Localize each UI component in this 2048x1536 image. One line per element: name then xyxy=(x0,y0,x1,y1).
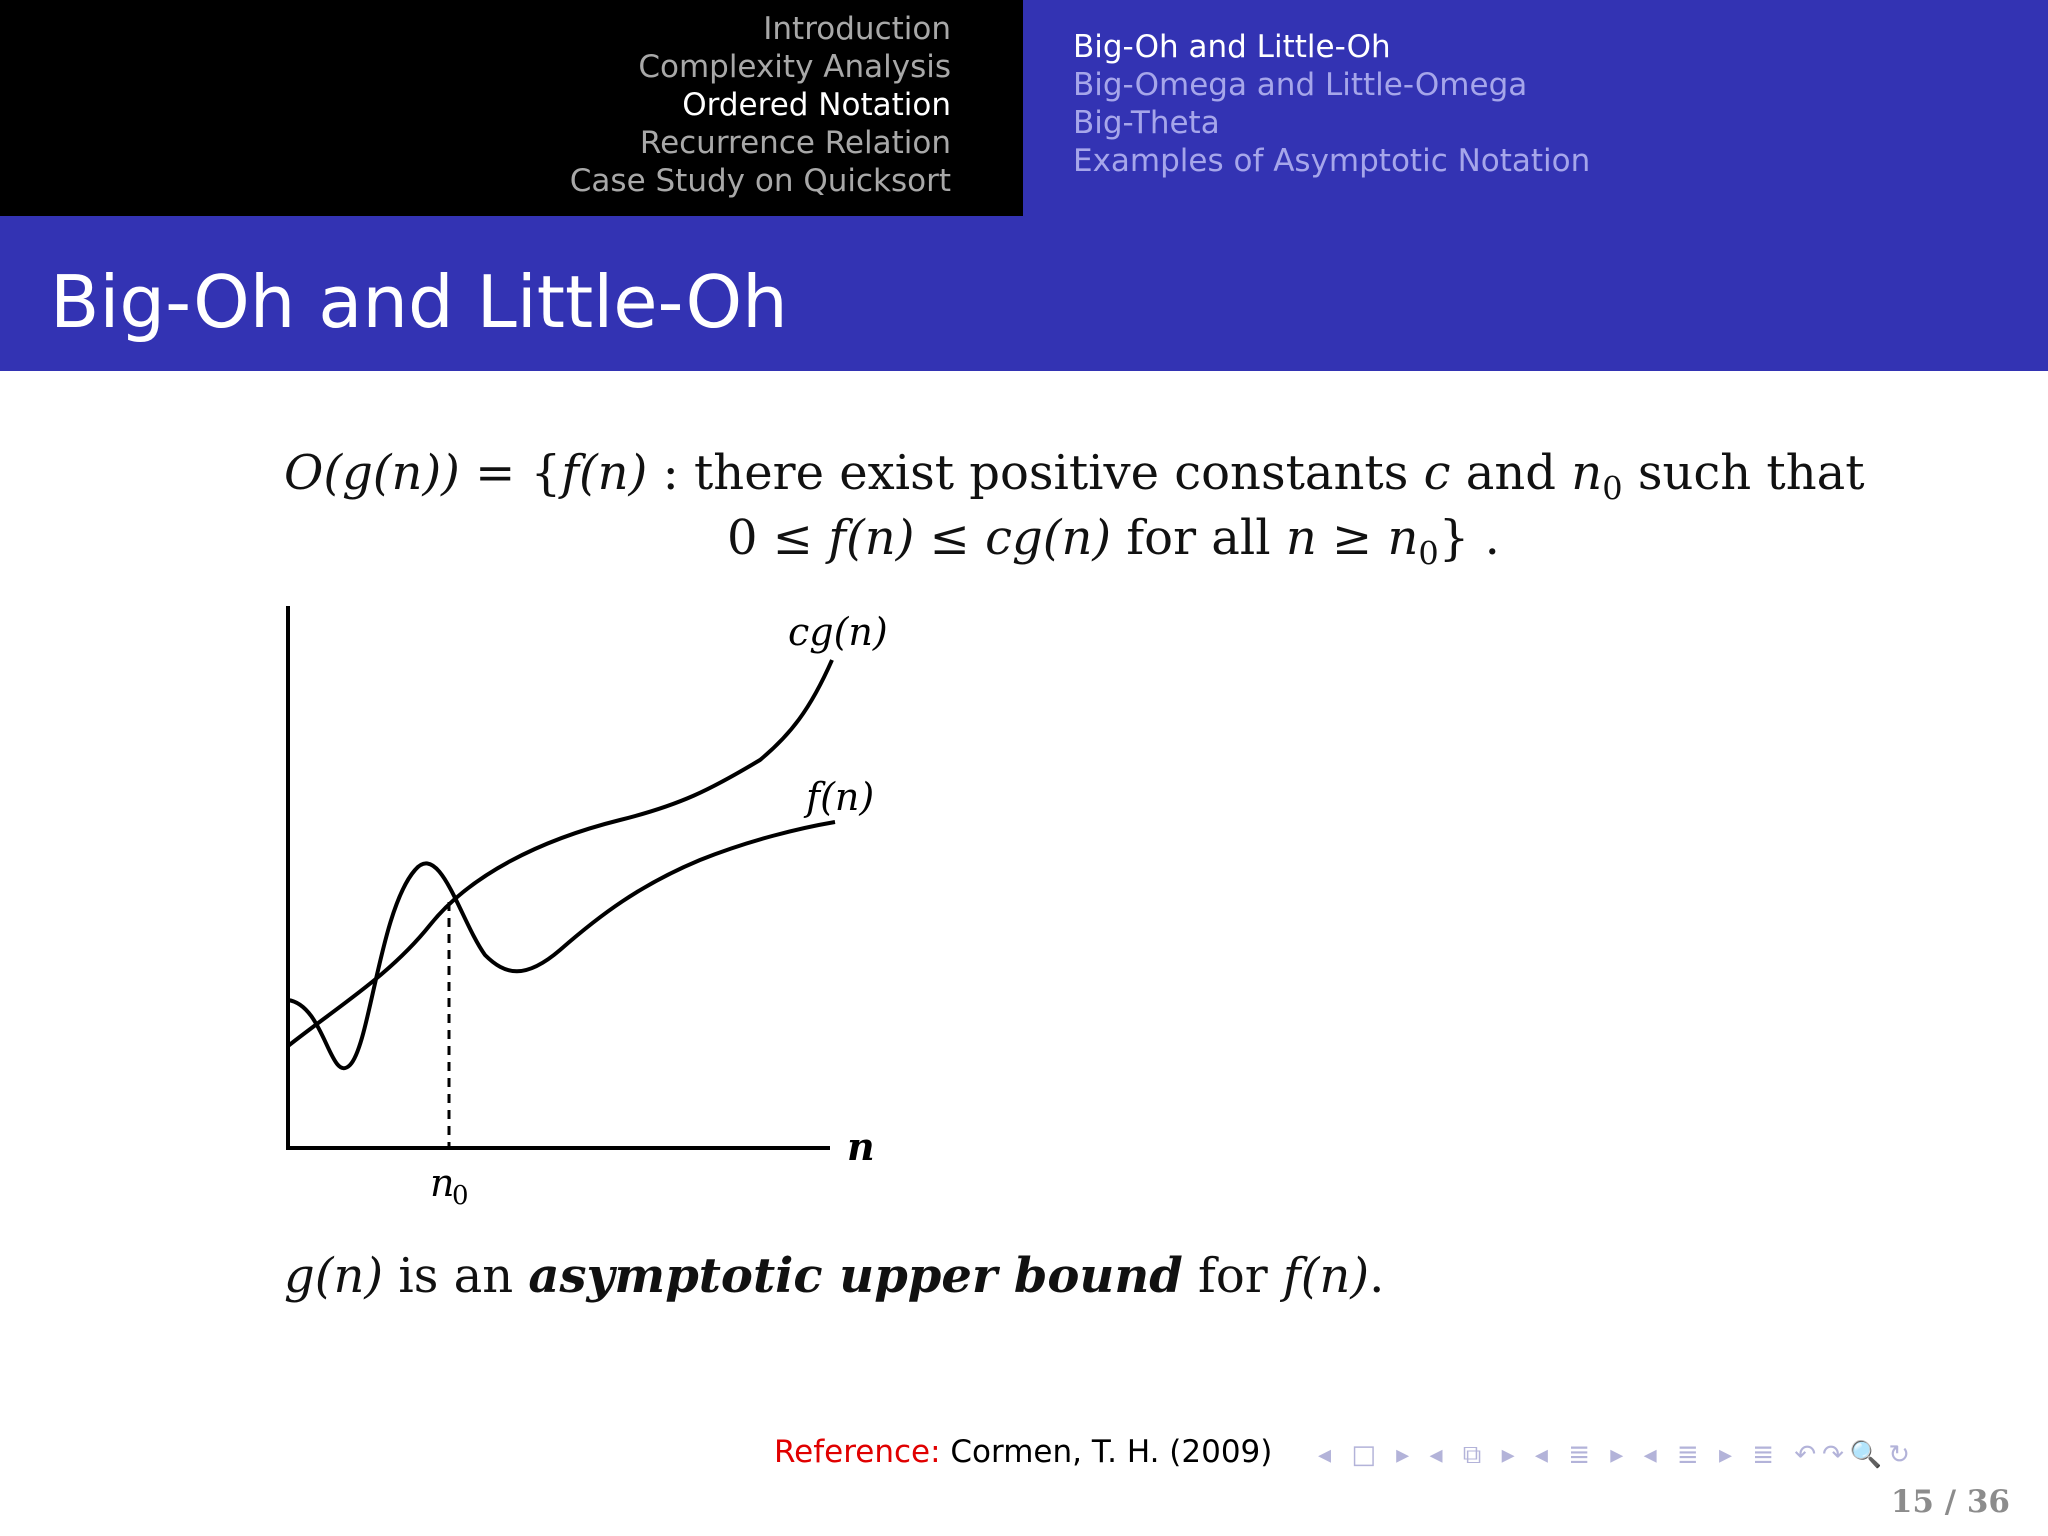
subsection-link-big-theta[interactable]: Big-Theta xyxy=(1073,105,1220,141)
definition-line2-n0-sub: 0 xyxy=(1418,534,1439,573)
curve-cg-label: cg(n) xyxy=(788,610,888,654)
caption-fn: f(n) xyxy=(1282,1248,1370,1304)
definition-lhs: O(g(n)) xyxy=(284,445,460,501)
caption xyxy=(284,1248,1384,1304)
definition-such-that: such that xyxy=(1622,445,1865,501)
definition-fn: f(n) xyxy=(561,445,648,501)
n0-marker-label-base: n xyxy=(430,1161,455,1205)
curve-f-label: f(n) xyxy=(806,775,875,819)
definition-c: c xyxy=(1423,445,1451,501)
section-link-introduction[interactable]: Introduction xyxy=(763,11,951,47)
definition-line2-b: ≤ xyxy=(914,510,986,566)
curve-cg xyxy=(288,660,832,1046)
definition-line2-c: for all xyxy=(1111,510,1286,566)
subsection-link-big-oh[interactable]: Big-Oh and Little-Oh xyxy=(1073,29,1391,65)
subsection-link-examples[interactable]: Examples of Asymptotic Notation xyxy=(1073,143,1591,179)
section-link-complexity-analysis[interactable]: Complexity Analysis xyxy=(638,49,951,85)
caption-gn: g(n) xyxy=(284,1248,384,1304)
definition-and: and xyxy=(1450,445,1572,501)
caption-end: . xyxy=(1369,1248,1385,1304)
x-axis-label: n xyxy=(847,1124,875,1169)
definition-line2-f: f(n) xyxy=(828,510,915,566)
definition-colon-text: : there exist positive constants xyxy=(647,445,1424,501)
definition-line2-cg: cg(n) xyxy=(985,510,1112,566)
definition-n0-base: n xyxy=(1571,445,1603,501)
reference-label: Reference: xyxy=(774,1434,941,1470)
definition-eq: = { xyxy=(459,445,562,501)
n0-marker-label-sub: 0 xyxy=(452,1181,469,1211)
subsection-link-big-omega[interactable]: Big-Omega and Little-Omega xyxy=(1073,67,1528,103)
reference-line xyxy=(774,1434,1272,1470)
definition-n0-sub: 0 xyxy=(1602,469,1623,508)
beamer-navigation-icons[interactable]: ◂ □ ▸ ◂ ⧉ ▸ ◂ ≣ ▸ ◂ ≣ ▸ ≣ ↶↷🔍↻ xyxy=(1318,1440,1917,1470)
caption-for: for xyxy=(1182,1248,1283,1304)
section-link-case-study-quicksort[interactable]: Case Study on Quicksort xyxy=(569,163,951,199)
section-link-ordered-notation[interactable]: Ordered Notation xyxy=(682,87,951,123)
definition-line2-a: 0 ≤ xyxy=(727,510,829,566)
frame-title: Big-Oh and Little-Oh xyxy=(50,260,788,344)
definition-line2-e: } . xyxy=(1438,510,1500,566)
curve-f xyxy=(288,822,835,1068)
reference-text: Cormen, T. H. (2009) xyxy=(940,1434,1273,1470)
caption-is-an: is an xyxy=(383,1248,529,1304)
section-link-recurrence-relation[interactable]: Recurrence Relation xyxy=(639,125,951,161)
page-number: 15 / 36 xyxy=(1890,1484,2010,1520)
definition-line2-n: n xyxy=(1285,510,1317,566)
definition-line2-d: ≥ xyxy=(1316,510,1388,566)
caption-bold-term: asymptotic upper bound xyxy=(528,1248,1183,1304)
definition-line2-n0-base: n xyxy=(1387,510,1419,566)
